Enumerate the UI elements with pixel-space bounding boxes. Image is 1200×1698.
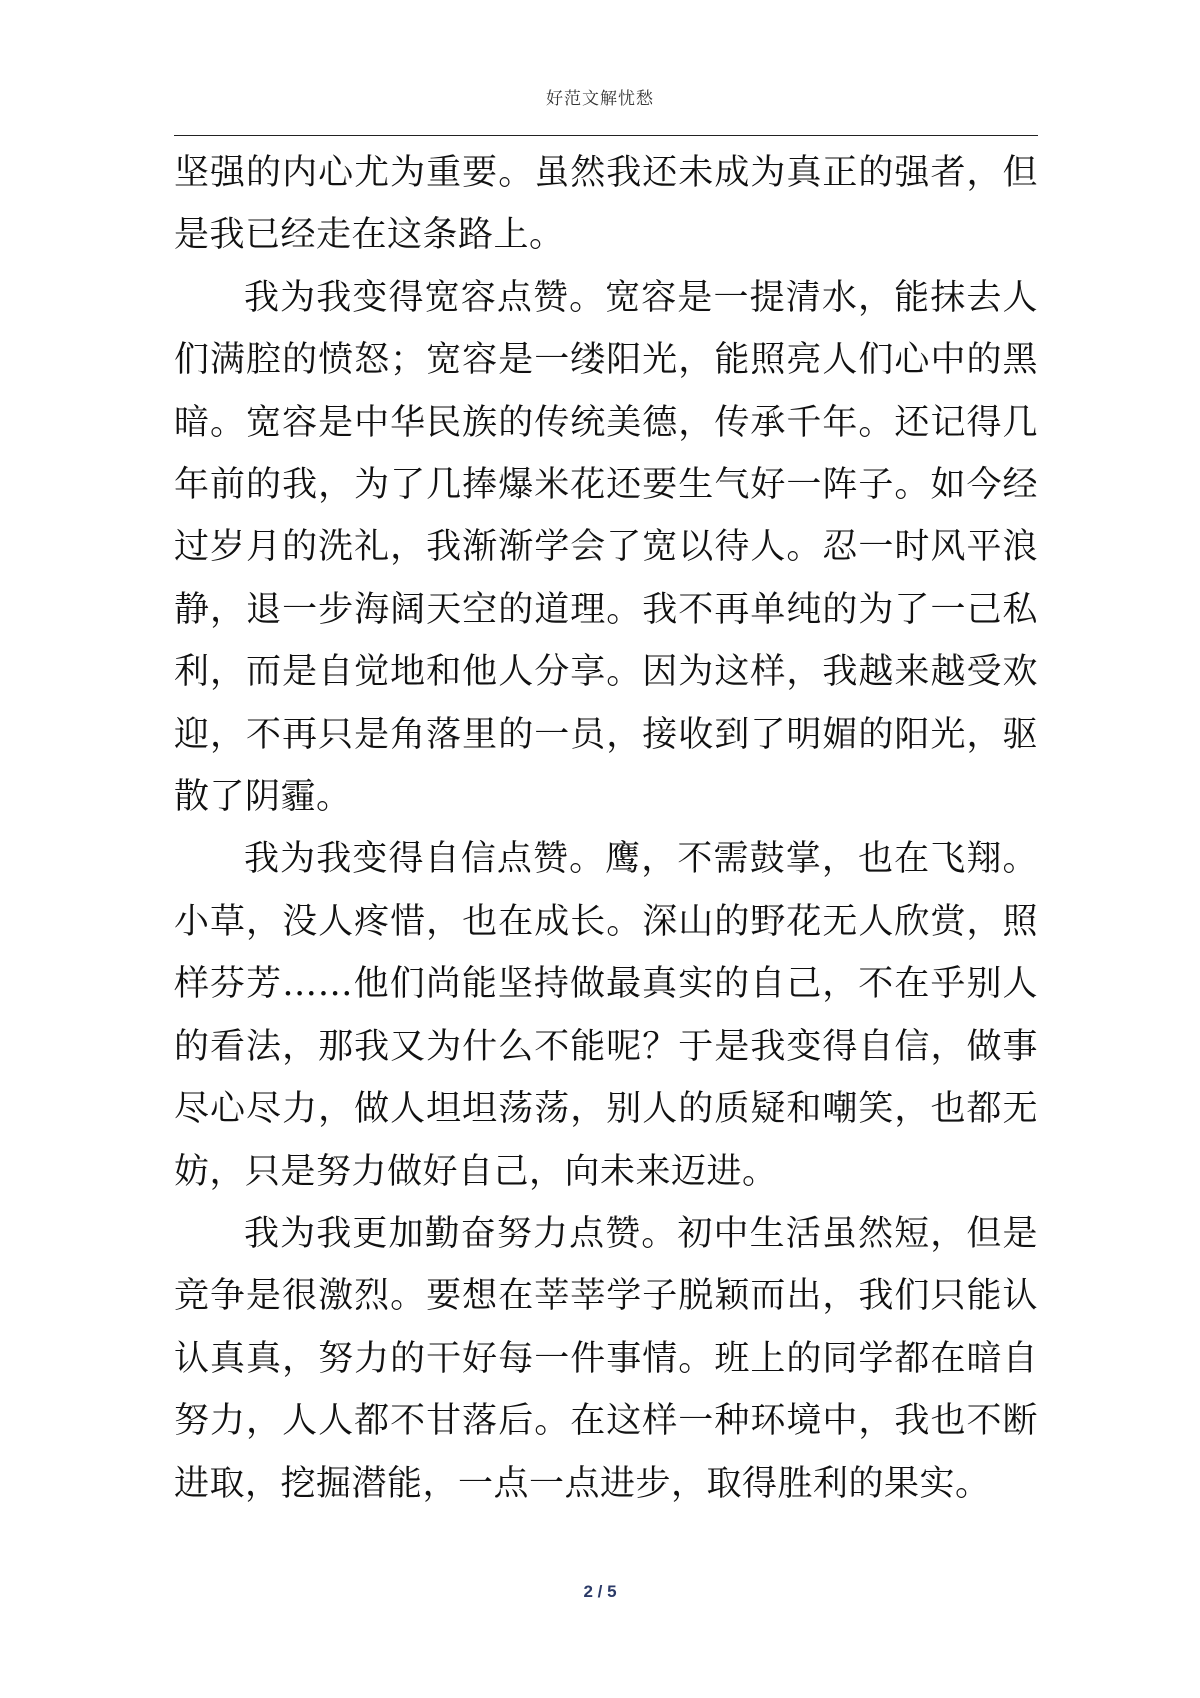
- page-header: 好范文解忧愁: [546, 89, 654, 109]
- paragraph-confidence: 我为我变得自信点赞。鹰，不需鼓掌，也在飞翔。小草，没人疼惜，也在成长。深山的野花无人欣赏，照样芬芳……他们尚能坚持做最真实的自己，不在乎别人的看法，那我又为什么不能呢？于是我变得自信，做事尽心尽力，做人坦坦荡荡，别人的质疑和嘲笑，也都无妨，只是努力做好自己，向未来迈进。: [174, 839, 1038, 1192]
- paragraph-tolerance: 我为我变得宽容点赞。宽容是一提清水，能抹去人们满腔的愤怒；宽容是一缕阳光，能照亮人们心中的黑暗。宽容是中华民族的传统美德，传承千年。还记得几年前的我，为了几捧爆米花还要生气好一阵子。如今经过岁月的洗礼，我渐渐学会了宽以待人。忍一时风平浪静，退一步海阔天空的道理。我不再单纯的为了一己私利，而是自觉地和他人分享。因为这样，我越来越受欢迎，不再只是角落里的一员，接收到了明媚的阳光，驱散了阴霾。: [174, 277, 1038, 818]
- page-number: 2 / 5: [583, 1582, 617, 1601]
- paragraph-diligence: 我为我更加勤奋努力点赞。初中生活虽然短，但是竞争是很激烈。要想在莘莘学子脱颖而出，我们只能认认真真，努力的干好每一件事情。班上的同学都在暗自努力，人人都不甘落后。在这样一种环境中，我也不断进取，挖掘潜能，一点一点进步，取得胜利的果实。: [174, 1213, 1038, 1504]
- document-body: [174, 142, 1038, 1515]
- paragraph-continuation: 坚强的内心尤为重要。虽然我还未成为真正的强者，但是我已经走在这条路上。: [174, 153, 1038, 256]
- header-divider: [174, 135, 1038, 136]
